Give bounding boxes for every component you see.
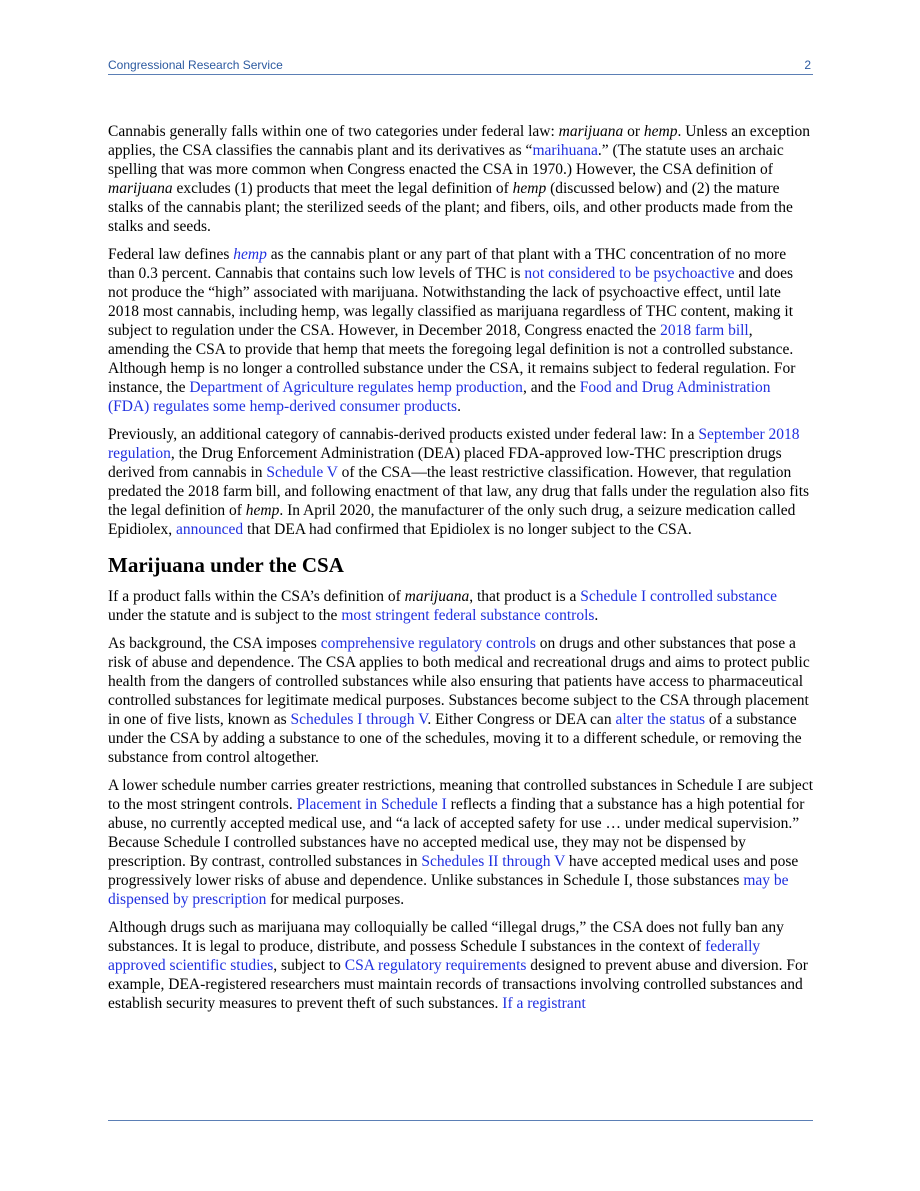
- text: excludes (1) products that meet the legal definition of: [172, 180, 513, 197]
- text: of a substance under the CSA by adding a substance to one of the schedules, moving it to a different schedule, or removing the substance from control altogether.: [108, 711, 802, 766]
- italic-term: hemp: [643, 123, 678, 140]
- link-usda-hemp[interactable]: Department of Agriculture regulates hemp production: [189, 379, 523, 396]
- footer-rule: [108, 1120, 813, 1121]
- paragraph-background: [108, 634, 813, 767]
- text: , the Drug Enforcement Administration (DEA) placed FDA-approved low-THC prescription drugs derived from cannabis in: [108, 445, 782, 481]
- link-marihuana[interactable]: marihuana: [532, 142, 598, 159]
- text: designed to prevent abuse and diversion. For example, DEA-registered researchers must maintain records of transactions involving controlled substances and establish security measures to prevent theft of such substances.: [108, 957, 808, 1012]
- paragraph-categories: [108, 122, 813, 236]
- link-farm-bill[interactable]: 2018 farm bill: [660, 322, 749, 339]
- text: . In April 2020, the manufacturer of the only such drug, a seizure medication called Epidiolex,: [108, 502, 796, 538]
- text: as the cannabis plant or any part of that plant with a THC concentration of no more than 0.3 percent. Cannabis that contains such low levels of THC is: [108, 246, 787, 282]
- link-not-psychoactive[interactable]: not considered to be psychoactive: [524, 265, 735, 282]
- italic-term: marijuana: [558, 123, 624, 140]
- link-announced[interactable]: announced: [176, 521, 244, 538]
- link-scientific-studies[interactable]: federally approved scientific studies: [108, 938, 761, 974]
- italic-term: marijuana: [404, 588, 470, 605]
- text: As background, the CSA imposes: [108, 635, 321, 652]
- italic-term: hemp: [245, 502, 280, 519]
- link-schedule-i-substance[interactable]: Schedule I controlled substance: [580, 588, 777, 605]
- text: . Either Congress or DEA can: [427, 711, 616, 728]
- text: have accepted medical uses and pose progressively lower risks of abuse and dependence. Unlike substances in Schedule I, those substances: [108, 853, 799, 889]
- text: on drugs and other substances that pose a risk of abuse and dependence. The CSA applies to both medical and recreational drugs and aims to protect public health from the dangers of controlled substances while also ensuring that patients have access to pharmaceutical controlled substances for legitimate medical purposes. Substances become subject to the CSA through placement in one of five lists, known as: [108, 635, 810, 728]
- text: .” (The statute uses an archaic spelling that was more common when Congress enacted the CSA in 1970.) However, the CSA definition of: [108, 142, 784, 178]
- link-schedules-i-v[interactable]: Schedules I through V: [290, 711, 428, 728]
- link-2018-regulation[interactable]: September 2018 regulation: [108, 426, 800, 462]
- link-schedule-v[interactable]: Schedule V: [266, 464, 338, 481]
- page-header: [108, 58, 813, 75]
- link-regulatory-controls[interactable]: comprehensive regulatory controls: [320, 635, 536, 652]
- text: of the CSA—the least restrictive classification. However, that regulation predated the 2018 farm bill, and following enactment of that law, any drug that falls under the regulation also fits the legal definition of: [108, 464, 810, 519]
- paragraph-schedule-number: [108, 776, 813, 909]
- link-fda-hemp[interactable]: Food and Drug Administration (FDA) regulates some hemp-derived consumer products: [108, 379, 771, 415]
- page-number: 2: [804, 58, 811, 72]
- link-schedules-ii-v[interactable]: Schedules II through V: [421, 853, 566, 870]
- italic-term: marijuana: [108, 180, 173, 197]
- text: that DEA had confirmed that Epidiolex is no longer subject to the CSA.: [243, 521, 692, 538]
- text: Although drugs such as marijuana may colloquially be called “illegal drugs,” the CSA does not fully ban any substances. It is legal to produce, distribute, and possess Schedule I substances in the context of: [108, 919, 784, 955]
- italic-term: hemp: [512, 180, 547, 197]
- text: , amending the CSA to provide that hemp that meets the foregoing legal definition is not a controlled substance. Although hemp is no longer a controlled substance under the CSA, it remains subject to federal regulation. For instance, the: [108, 322, 796, 396]
- text: . Unless an exception applies, the CSA classifies the cannabis plant and its derivatives as “: [108, 123, 811, 159]
- text: (discussed below) and (2) the mature stalks of the cannabis plant; the sterilized seeds of the plant; and fibers, oils, and other products made from the stalks and seeds.: [108, 180, 793, 235]
- text: for medical purposes.: [266, 891, 405, 908]
- document-body: [108, 122, 813, 1022]
- text: Federal law defines: [108, 246, 234, 263]
- link-alter-status[interactable]: alter the status: [615, 711, 705, 728]
- section-heading: Marijuana under the CSA: [108, 553, 344, 577]
- link-dispensed-prescription[interactable]: may be dispensed by prescription: [108, 872, 789, 908]
- text: .: [594, 607, 599, 624]
- text: , and the: [522, 379, 580, 396]
- text: reflects a finding that a substance has a high potential for abuse, no currently accepted medical use, and “a lack of accepted safety for use … under medical supervision.” Because Schedule I controlled substances have no accepted medical use, they may not be dispensed by prescription. By contrast, controlled substances in: [108, 796, 805, 870]
- text: under the statute and is subject to the: [108, 607, 342, 624]
- link-regulatory-requirements[interactable]: CSA regulatory requirements: [344, 957, 527, 974]
- paragraph-epidiolex: [108, 425, 813, 539]
- text: and does not produce the “high” associated with marijuana. Notwithstanding the lack of psychoactive effect, until late 2018 most cannabis, including hemp, was legally classified as marijuana regardless of THC content, making it subject to regulation under the CSA. However, in December 2018, Congress enacted the: [108, 265, 794, 339]
- text: If a product falls within the CSA’s definition of: [108, 588, 405, 605]
- text: , that product is a: [469, 588, 581, 605]
- paragraph-hemp: [108, 245, 813, 416]
- link-if-registrant[interactable]: If a registrant: [502, 995, 586, 1012]
- text: or: [623, 123, 644, 140]
- paragraph-illegal-drugs: [108, 918, 813, 1013]
- header-org: Congressional Research Service: [108, 58, 283, 72]
- text: .: [457, 398, 461, 415]
- text: Previously, an additional category of cannabis-derived products existed under federal law: In a: [108, 426, 699, 443]
- text: A lower schedule number carries greater restrictions, meaning that controlled substances in Schedule I are subject to the most stringent controls.: [108, 777, 814, 813]
- text: , subject to: [273, 957, 345, 974]
- link-hemp[interactable]: hemp: [233, 246, 267, 263]
- link-stringent-controls[interactable]: most stringent federal substance controls: [341, 607, 595, 624]
- link-placement-schedule-i[interactable]: Placement in Schedule I: [296, 796, 447, 813]
- paragraph-schedule-i: [108, 587, 813, 625]
- text: Cannabis generally falls within one of two categories under federal law:: [108, 123, 559, 140]
